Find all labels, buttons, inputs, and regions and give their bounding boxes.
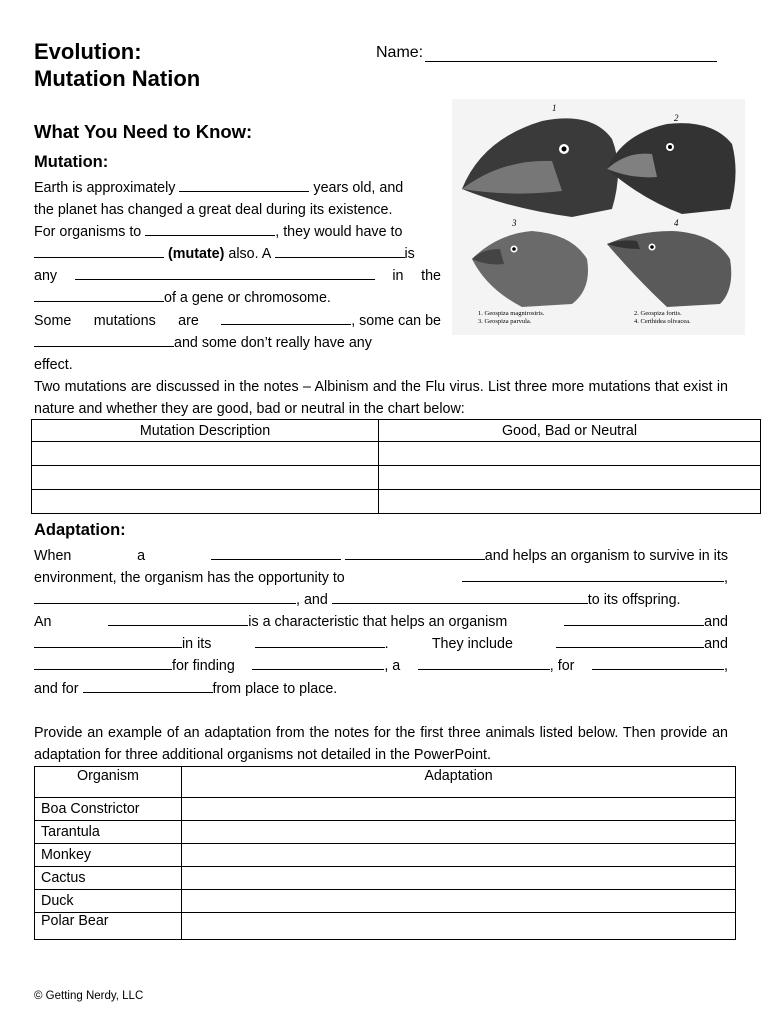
- mutation-instructions: Two mutations are discussed in the notes – Albinism and the Flu virus. List three more mutations that exist in nature and whether they are good, bad or neutral in the chart below:: [34, 379, 728, 418]
- blank-trait-2[interactable]: [345, 546, 485, 560]
- blank-food[interactable]: [252, 656, 384, 670]
- figure-label-3: 3: [512, 218, 517, 228]
- table-row: [35, 844, 736, 867]
- blank-moving[interactable]: [83, 679, 213, 693]
- blank-any-change[interactable]: [75, 266, 375, 280]
- text: , and: [296, 592, 328, 609]
- name-label: Name:: [376, 44, 424, 61]
- blank-harmful[interactable]: [34, 333, 174, 347]
- blank-dna[interactable]: [34, 288, 164, 302]
- text: and for: [34, 680, 79, 697]
- text: (mutate): [167, 246, 225, 263]
- text: any: [34, 268, 58, 285]
- adaptation-cell[interactable]: [182, 867, 736, 890]
- adaptation-instructions: Provide an example of an adaptation from the notes for the first three animals listed below. Then provide an adaptation for three additional organisms not detailed in the PowerPoint.: [34, 725, 728, 764]
- text: , some can be: [351, 312, 441, 329]
- adaptation-cell[interactable]: [182, 821, 736, 844]
- table-row: [32, 466, 761, 490]
- blank-mutation[interactable]: [275, 244, 405, 258]
- organism-cell: Polar Bear: [35, 913, 182, 940]
- text: They include: [431, 636, 513, 653]
- table-row: [35, 798, 736, 821]
- table-cell[interactable]: [32, 442, 379, 466]
- text: and some don’t really have any: [174, 334, 372, 351]
- table-cell[interactable]: [379, 442, 761, 466]
- table-cell[interactable]: [379, 490, 761, 514]
- text: from place to place.: [212, 680, 338, 697]
- section-heading: What You Need to Know:: [34, 121, 253, 142]
- column-header: Good, Bad or Neutral: [379, 420, 761, 442]
- figure-label-1: 1: [552, 103, 557, 113]
- adaptation-cell[interactable]: [182, 798, 736, 821]
- blank-pass-on[interactable]: [332, 590, 588, 604]
- column-header: Mutation Description: [32, 420, 379, 442]
- text: the: [421, 268, 441, 285]
- text: are: [178, 312, 199, 329]
- figure-label-4: 4: [674, 218, 679, 228]
- column-header: Adaptation: [182, 767, 736, 798]
- finch-beaks-figure: [452, 99, 745, 335]
- adaptation-heading: Adaptation:: [34, 521, 126, 539]
- text: years old, and: [313, 180, 404, 196]
- table-cell[interactable]: [32, 466, 379, 490]
- table-row: [32, 442, 761, 466]
- adaptation-cell[interactable]: [182, 913, 736, 940]
- text: a: [137, 548, 146, 564]
- text: is a characteristic that helps an organism: [248, 614, 508, 631]
- adaptation-cell[interactable]: [182, 890, 736, 913]
- blank-organisms[interactable]: [145, 222, 275, 236]
- organism-cell: Cactus: [35, 867, 182, 890]
- caption-right-2: 4. Certhidea olivacea.: [634, 318, 691, 325]
- text: in its: [182, 636, 212, 653]
- adaptation-cell[interactable]: [182, 844, 736, 867]
- blank-reproduce-2[interactable]: [34, 634, 182, 648]
- organism-cell: Duck: [35, 890, 182, 913]
- caption-left-2: 3. Geospiza parvula.: [478, 318, 532, 325]
- text: is: [404, 246, 415, 263]
- blank-protection[interactable]: [592, 656, 724, 670]
- text: Some: [34, 312, 72, 329]
- organism-cell: Tarantula: [35, 821, 182, 844]
- table-row: [35, 821, 736, 844]
- finch-heads-illustration: [452, 99, 745, 335]
- text: When: [34, 548, 72, 564]
- text: to its offspring.: [587, 592, 681, 609]
- name-blank[interactable]: [425, 47, 717, 62]
- text: also. A: [228, 246, 271, 263]
- text: effect.: [34, 356, 73, 373]
- text: and: [704, 636, 728, 653]
- table-cell[interactable]: [32, 490, 379, 514]
- title-line-2: Mutation Nation: [34, 66, 201, 91]
- table-row: [35, 890, 736, 913]
- blank-change[interactable]: [34, 244, 164, 258]
- text: and helps an organism to survive in its: [484, 548, 728, 564]
- organism-table: [34, 766, 736, 940]
- blank-adaptation[interactable]: [108, 612, 248, 626]
- title-line-1: Evolution:: [34, 39, 142, 64]
- figure-label-2: 2: [674, 113, 679, 123]
- worksheet-title: [34, 38, 200, 92]
- text: for finding: [172, 658, 235, 675]
- table-cell[interactable]: [379, 466, 761, 490]
- text: Earth is approximately: [34, 180, 176, 196]
- table-row: [35, 867, 736, 890]
- blank-environment[interactable]: [255, 634, 385, 648]
- text: .: [384, 636, 389, 653]
- column-header: Organism: [35, 767, 182, 798]
- blank-reproduce[interactable]: [34, 590, 296, 604]
- mutation-table: [31, 419, 761, 514]
- text: and: [704, 614, 728, 631]
- blank-beneficial[interactable]: [221, 311, 351, 325]
- text: An: [34, 614, 52, 631]
- blank-include[interactable]: [556, 634, 704, 648]
- caption-left-1: 1. Geospiza magnirostris.: [478, 310, 545, 317]
- text: mutations: [93, 312, 156, 329]
- name-field[interactable]: [376, 44, 717, 62]
- mutation-paragraph: [34, 177, 441, 376]
- organism-cell: Monkey: [35, 844, 182, 867]
- blank-structures[interactable]: [34, 656, 172, 670]
- table-row: [35, 913, 736, 940]
- text: environment, the organism has the opportunity to: [34, 570, 345, 587]
- blank-earth-age[interactable]: [179, 178, 309, 192]
- text: in: [392, 268, 404, 285]
- mutation-heading: Mutation:: [34, 153, 109, 171]
- text: For organisms to: [34, 224, 142, 241]
- blank-mate[interactable]: [418, 656, 550, 670]
- organism-cell: Boa Constrictor: [35, 798, 182, 821]
- caption-right-1: 2. Geospiza fortis.: [634, 310, 682, 317]
- blank-opportunity[interactable]: [462, 568, 724, 582]
- text: , a: [384, 658, 401, 675]
- blank-trait[interactable]: [211, 546, 341, 560]
- table-row: [32, 490, 761, 514]
- adaptation-paragraph: When a and helps an organism to survive in its environment, the organism has the opportunity to , , and to its offspring. An is a characteristic that helps an organism and in its . They include and for finding , a , for , and for from place to place.: [34, 545, 728, 700]
- text: , for: [549, 658, 575, 675]
- text: the planet has changed a great deal during its existence.: [34, 202, 393, 219]
- text: , they would have to: [275, 224, 403, 241]
- blank-survive[interactable]: [564, 612, 704, 626]
- copyright-footer: © Getting Nerdy, LLC: [34, 990, 144, 1002]
- text: of a gene or chromosome.: [164, 290, 331, 307]
